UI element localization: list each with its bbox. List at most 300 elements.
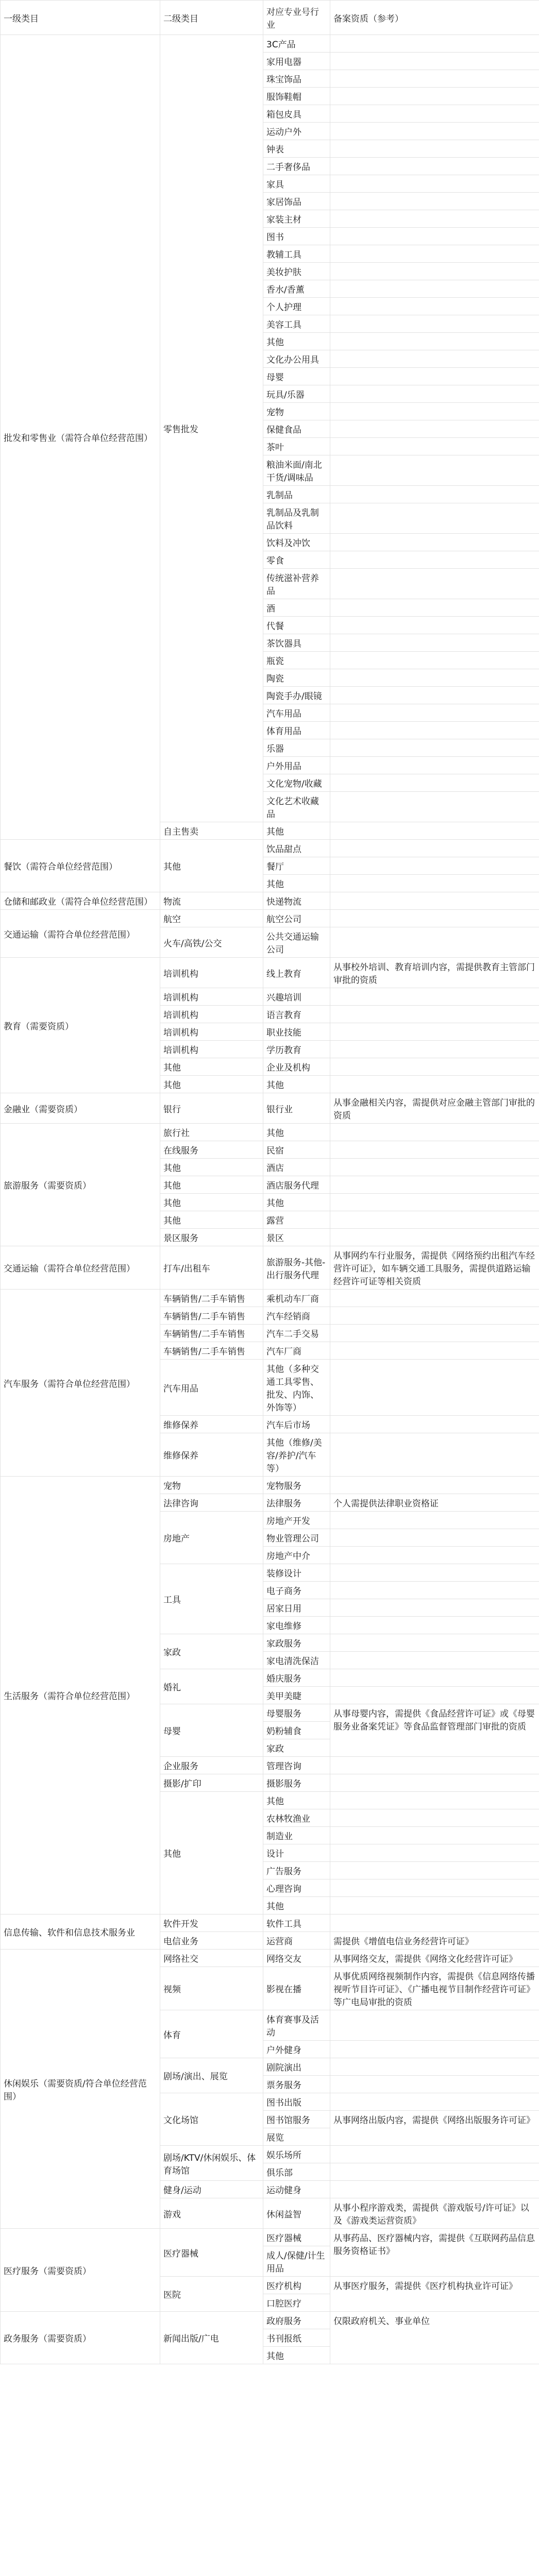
qualification-cell: [330, 1076, 539, 1093]
industry-cell: 乐器: [263, 739, 330, 757]
qualification-cell: [330, 1634, 539, 1652]
l2-category-cell: 银行: [160, 1093, 263, 1124]
qualification-cell: [330, 298, 539, 315]
industry-cell: 其他（多种交通工具零售、批发、内饰、外饰等）: [263, 1360, 330, 1416]
l1-category-cell: 汽车服务（需符合单位经营范围）: [1, 1290, 160, 1477]
industry-cell: 汽车后市场: [263, 1416, 330, 1433]
industry-cell: 其他（维修/美容/养护/汽车等）: [263, 1433, 330, 1477]
qualification-cell: [330, 1844, 539, 1862]
qualification-cell: [330, 2093, 539, 2111]
industry-cell: 图书馆服务: [263, 2111, 330, 2128]
l2-category-cell: 法律咨询: [160, 1494, 263, 1512]
industry-cell: 心理咨询: [263, 1879, 330, 1897]
l2-category-cell: 企业服务: [160, 1757, 263, 1774]
l2-category-cell: 其他: [160, 1792, 263, 1914]
l2-category-cell: 零售批发: [160, 35, 263, 822]
l2-category-cell: 物流: [160, 892, 263, 910]
industry-cell: 汽车厂商: [263, 1342, 330, 1360]
industry-cell: 茶饮器具: [263, 634, 330, 652]
l2-category-cell: 旅行社: [160, 1124, 263, 1141]
industry-cell: 银行业: [263, 1093, 330, 1124]
qualification-cell: [330, 35, 539, 53]
qualification-cell: [330, 1582, 539, 1599]
industry-cell: 运营商: [263, 1932, 330, 1950]
industry-cell: 其他: [263, 1792, 330, 1809]
qualification-cell: [330, 792, 539, 822]
l2-category-cell: 电信业务: [160, 1932, 263, 1950]
table-row: [1, 1093, 539, 1124]
l2-category-cell: 在线服务: [160, 1141, 263, 1159]
industry-cell: 兴趣培训: [263, 988, 330, 1006]
qualification-cell: [330, 175, 539, 193]
industry-cell: 装修设计: [263, 1564, 330, 1582]
qualification-cell: [330, 1827, 539, 1844]
l2-category-cell: 其他: [160, 1194, 263, 1211]
industry-cell: 宠物服务: [263, 1477, 330, 1494]
industry-cell: 制造业: [263, 1827, 330, 1844]
industry-cell: 成人/保健/计生用品: [263, 2246, 330, 2277]
industry-cell: 粮油米面/南北干货/调味品: [263, 455, 330, 486]
qualification-cell: [330, 687, 539, 704]
l1-category-cell: 金融业（需要资质）: [1, 1093, 160, 1124]
qualification-cell: [330, 2010, 539, 2041]
qualification-cell: [330, 1307, 539, 1325]
industry-cell: 家电维修: [263, 1617, 330, 1634]
qualification-cell: [330, 1809, 539, 1827]
industry-cell: 瓶瓷: [263, 652, 330, 669]
l1-category-cell: 政务服务（需要资质）: [1, 2312, 160, 2364]
l2-category-cell: 剧场/KTV/休闲娱乐、体育场馆: [160, 2146, 263, 2181]
industry-cell: 体育用品: [263, 722, 330, 739]
qualification-cell: [330, 210, 539, 228]
qualification-cell: [330, 988, 539, 1006]
qualification-cell: [330, 1211, 539, 1229]
industry-cell: 航空公司: [263, 910, 330, 927]
industry-cell: 文化艺术收藏品: [263, 792, 330, 822]
qualification-cell: [330, 1023, 539, 1041]
qualification-cell: [330, 1006, 539, 1023]
table-row: [1, 1290, 539, 1307]
qualification-cell: 从事药品、医疗器械内容，需提供《互联网药品信息服务资格证书》: [330, 2229, 539, 2277]
qualification-cell: [330, 1176, 539, 1194]
qualification-cell: [330, 1687, 539, 1704]
industry-cell: 其他: [263, 822, 330, 840]
qualification-cell: [330, 1124, 539, 1141]
qualification-cell: [330, 1792, 539, 1809]
industry-cell: 户外健身: [263, 2041, 330, 2058]
qualification-cell: [330, 857, 539, 875]
industry-cell: 餐厅: [263, 857, 330, 875]
qualification-cell: 从事校外培训、教育培训内容，需提供教育主管部门审批的资质: [330, 958, 539, 988]
qualification-cell: [330, 551, 539, 569]
industry-cell: 文化办公用具: [263, 350, 330, 368]
qualification-cell: [330, 910, 539, 927]
qualification-cell: [330, 1416, 539, 1433]
qualification-cell: [330, 1058, 539, 1076]
l2-category-cell: 家政: [160, 1634, 263, 1669]
industry-cell: 软件工具: [263, 1914, 330, 1932]
qualification-cell: [330, 927, 539, 958]
industry-cell: 票务服务: [263, 2076, 330, 2093]
industry-cell: 陶瓷: [263, 669, 330, 687]
qualification-cell: [330, 1547, 539, 1564]
l2-category-cell: 维修保养: [160, 1416, 263, 1433]
l1-category-cell: 餐饮（需符合单位经营范围）: [1, 840, 160, 892]
qualification-cell: [330, 2076, 539, 2093]
l2-category-cell: 培训机构: [160, 988, 263, 1006]
l2-category-cell: 房地产: [160, 1512, 263, 1564]
industry-cell: 乳制品及乳制品饮料: [263, 503, 330, 534]
table-row: [1, 1950, 539, 1967]
industry-cell: 职业技能: [263, 1023, 330, 1041]
qualification-cell: [330, 1599, 539, 1617]
header-l1: 一级类目: [1, 1, 160, 35]
l2-category-cell: 其他: [160, 1211, 263, 1229]
l2-category-cell: 文化场馆: [160, 2093, 263, 2146]
l2-category-cell: 车辆销售/二手车销售: [160, 1325, 263, 1342]
industry-cell: 休闲益智: [263, 2198, 330, 2229]
qualification-cell: 从事网络交友，需提供《网络文化经营许可证》: [330, 1950, 539, 1967]
qualification-cell: [330, 315, 539, 333]
qualification-cell: [330, 263, 539, 280]
industry-cell: 汽车经销商: [263, 1307, 330, 1325]
l2-category-cell: 火车/高铁/公交: [160, 927, 263, 958]
industry-cell: 美甲美睫: [263, 1687, 330, 1704]
table-row: [1, 2312, 539, 2329]
industry-cell: 展览: [263, 2128, 330, 2146]
industry-cell: 户外用品: [263, 757, 330, 774]
industry-cell: 电子商务: [263, 1582, 330, 1599]
industry-cell: 其他: [263, 1194, 330, 1211]
industry-cell: 体育赛事及活动: [263, 2010, 330, 2041]
table-row: [1, 892, 539, 910]
l2-category-cell: 医疗器械: [160, 2229, 263, 2277]
industry-cell: 广告服务: [263, 1862, 330, 1879]
industry-cell: 居家日用: [263, 1599, 330, 1617]
industry-cell: 饮料及冲饮: [263, 534, 330, 551]
qualification-cell: [330, 1529, 539, 1547]
qualification-cell: [330, 617, 539, 634]
table-header-row: [1, 1, 539, 35]
industry-cell: 家电清洗保洁: [263, 1652, 330, 1669]
qualification-cell: [330, 140, 539, 158]
l2-category-cell: 视频: [160, 1967, 263, 2010]
qualification-cell: [330, 1757, 539, 1774]
qualification-cell: 从事网络出版内容，需提供《网络出版服务许可证》: [330, 2111, 539, 2146]
industry-cell: 学历教育: [263, 1041, 330, 1058]
l2-category-cell: 培训机构: [160, 958, 263, 988]
industry-cell: 医疗器械: [263, 2229, 330, 2246]
industry-cell: 传统滋补营养品: [263, 569, 330, 599]
industry-cell: 教辅工具: [263, 245, 330, 263]
industry-cell: 口腔医疗: [263, 2294, 330, 2312]
qualification-cell: [330, 569, 539, 599]
table-body: [1, 35, 539, 2364]
qualification-cell: 从事医疗服务，需提供《医疗机构执业许可证》: [330, 2277, 539, 2312]
industry-cell: 珠宝饰品: [263, 70, 330, 88]
industry-cell: 家装主材: [263, 210, 330, 228]
qualification-cell: [330, 704, 539, 722]
l2-category-cell: 游戏: [160, 2198, 263, 2229]
qualification-cell: [330, 333, 539, 350]
industry-cell: 饮品甜点: [263, 840, 330, 857]
industry-cell: 线上教育: [263, 958, 330, 988]
qualification-cell: [330, 652, 539, 669]
table-row: [1, 1124, 539, 1141]
qualification-cell: [330, 123, 539, 140]
qualification-cell: [330, 739, 539, 757]
industry-cell: 其他: [263, 1124, 330, 1141]
industry-cell: 农林牧渔业: [263, 1809, 330, 1827]
qualification-cell: 从事母婴内容，需提供《食品经营许可证》或《母婴服务业备案凭证》等食品监督管理部门审批的资质: [330, 1704, 539, 1757]
industry-cell: 剧院演出: [263, 2058, 330, 2076]
industry-cell: 运动健身: [263, 2181, 330, 2198]
table-row: [1, 35, 539, 53]
industry-cell: 图书出版: [263, 2093, 330, 2111]
qualification-cell: [330, 1617, 539, 1634]
industry-cell: 法律服务: [263, 1494, 330, 1512]
qualification-cell: [330, 503, 539, 534]
l2-category-cell: 车辆销售/二手车销售: [160, 1307, 263, 1325]
l2-category-cell: 母婴: [160, 1704, 263, 1757]
industry-cell: 家政: [263, 1739, 330, 1757]
l2-category-cell: 软件开发: [160, 1914, 263, 1932]
table-row: [1, 1477, 539, 1494]
industry-cell: 汽车二手交易: [263, 1325, 330, 1342]
industry-cell: 保健食品: [263, 420, 330, 438]
qualification-cell: [330, 1774, 539, 1792]
industry-cell: 网络交友: [263, 1950, 330, 1967]
l2-category-cell: 自主售卖: [160, 822, 263, 840]
qualification-cell: [330, 1564, 539, 1582]
qualification-cell: [330, 822, 539, 840]
qualification-cell: [330, 774, 539, 792]
qualification-cell: [330, 1879, 539, 1897]
header-qualification: 备案资质（参考）: [330, 1, 539, 35]
industry-cell: 其他: [263, 875, 330, 892]
table-row: [1, 910, 539, 927]
industry-cell: 旅游服务-其他-出行服务代理: [263, 1246, 330, 1290]
industry-cell: 家具: [263, 175, 330, 193]
qualification-cell: [330, 1897, 539, 1914]
qualification-cell: [330, 53, 539, 70]
l2-category-cell: 培训机构: [160, 1006, 263, 1023]
qualification-cell: [330, 438, 539, 455]
qualification-cell: 从事网约车行业服务，需提供《网络预约出租汽车经营许可证》，如车辆交通工具服务，需提供道路运输经营许可证等相关资质: [330, 1246, 539, 1290]
qualification-cell: 个人需提供法律职业资格证: [330, 1494, 539, 1512]
l2-category-cell: 维修保养: [160, 1433, 263, 1477]
industry-cell: 酒店服务代理: [263, 1176, 330, 1194]
qualification-cell: [330, 403, 539, 420]
l2-category-cell: 培训机构: [160, 1041, 263, 1058]
qualification-cell: [330, 1669, 539, 1687]
qualification-cell: 仅限政府机关、事业单位: [330, 2312, 539, 2364]
industry-cell: 房地产开发: [263, 1512, 330, 1529]
qualification-cell: 从事小程序游戏类，需提供《游戏版号/许可证》以及《游戏类运营资质》: [330, 2198, 539, 2229]
industry-cell: 图书: [263, 228, 330, 245]
table-row: [1, 2229, 539, 2246]
l2-category-cell: 健身/运动: [160, 2181, 263, 2198]
qualification-cell: 从事金融相关内容，需提供对应金融主管部门审批的资质: [330, 1093, 539, 1124]
qualification-cell: [330, 722, 539, 739]
l2-category-cell: 医院: [160, 2277, 263, 2312]
qualification-cell: [330, 228, 539, 245]
qualification-cell: [330, 634, 539, 652]
table-row: [1, 840, 539, 857]
qualification-cell: [330, 455, 539, 486]
qualification-cell: [330, 1360, 539, 1416]
industry-cell: 房地产中介: [263, 1547, 330, 1564]
industry-cell: 语言教育: [263, 1006, 330, 1023]
l2-category-cell: 新闻出版/广电: [160, 2312, 263, 2364]
qualification-cell: [330, 757, 539, 774]
l1-category-cell: 信息传输、软件和信息技术服务业: [1, 1914, 160, 1950]
l2-category-cell: 其他: [160, 840, 263, 892]
l2-category-cell: 工具: [160, 1564, 263, 1634]
qualification-cell: [330, 280, 539, 298]
industry-cell: 婚庆服务: [263, 1669, 330, 1687]
l2-category-cell: 摄影/扩印: [160, 1774, 263, 1792]
industry-cell: 快递物流: [263, 892, 330, 910]
industry-cell: 管理咨询: [263, 1757, 330, 1774]
industry-cell: 家居饰品: [263, 193, 330, 210]
industry-cell: 陶瓷手办/眼镜: [263, 687, 330, 704]
industry-cell: 文化宠物/收藏: [263, 774, 330, 792]
industry-cell: 俱乐部: [263, 2163, 330, 2181]
qualification-cell: [330, 1512, 539, 1529]
qualification-cell: [330, 1159, 539, 1176]
qualification-cell: [330, 2181, 539, 2198]
l2-category-cell: 体育: [160, 2010, 263, 2058]
l2-category-cell: 其他: [160, 1159, 263, 1176]
industry-cell: 政府服务: [263, 2312, 330, 2329]
industry-cell: 景区: [263, 1229, 330, 1246]
qualification-cell: [330, 1652, 539, 1669]
qualification-cell: 从事优质网络视频制作内容，需提供《信息网络传播视听节目许可证》、《广播电视节目制作经营许可证》等广电局审批的资质: [330, 1967, 539, 2010]
qualification-cell: [330, 669, 539, 687]
qualification-cell: [330, 420, 539, 438]
industry-cell: 酒店: [263, 1159, 330, 1176]
qualification-cell: [330, 1325, 539, 1342]
qualification-cell: [330, 1914, 539, 1932]
l2-category-cell: 打车/出租车: [160, 1246, 263, 1290]
industry-cell: 美容工具: [263, 315, 330, 333]
industry-cell: 其他: [263, 2347, 330, 2364]
industry-cell: 个人护理: [263, 298, 330, 315]
industry-cell: 影视在播: [263, 1967, 330, 2010]
industry-cell: 医疗机构: [263, 2277, 330, 2294]
l1-category-cell: 休闲娱乐（需要资质/符合单位经营范围）: [1, 1950, 160, 2229]
l2-category-cell: 培训机构: [160, 1023, 263, 1041]
qualification-cell: [330, 105, 539, 123]
industry-cell: 物业管理公司: [263, 1529, 330, 1547]
industry-cell: 民宿: [263, 1141, 330, 1159]
industry-cell: 钟表: [263, 140, 330, 158]
l2-category-cell: 景区服务: [160, 1229, 263, 1246]
l1-category-cell: 交通运输（需符合单位经营范围）: [1, 1246, 160, 1290]
qualification-cell: [330, 1433, 539, 1477]
l2-category-cell: 汽车用品: [160, 1360, 263, 1416]
qualification-cell: [330, 2058, 539, 2076]
table-row: [1, 1914, 539, 1932]
qualification-cell: [330, 245, 539, 263]
industry-cell: 其他: [263, 333, 330, 350]
qualification-cell: [330, 1862, 539, 1879]
industry-cell: 茶叶: [263, 438, 330, 455]
qualification-cell: [330, 2146, 539, 2163]
header-industry: 对应专业号行业: [263, 1, 330, 35]
industry-cell: 家政服务: [263, 1634, 330, 1652]
industry-cell: 乘机动车厂商: [263, 1290, 330, 1307]
l2-category-cell: 其他: [160, 1058, 263, 1076]
l1-category-cell: 交通运输（需符合单位经营范围）: [1, 910, 160, 958]
l2-category-cell: 车辆销售/二手车销售: [160, 1342, 263, 1360]
industry-cell: 3C产品: [263, 35, 330, 53]
industry-cell: 玩具/乐器: [263, 385, 330, 403]
qualification-cell: [330, 2163, 539, 2181]
qualification-cell: [330, 1342, 539, 1360]
qualification-cell: 需提供《增值电信业务经营许可证》: [330, 1932, 539, 1950]
industry-cell: 公共交通运输公司: [263, 927, 330, 958]
qualification-cell: [330, 88, 539, 105]
l1-category-cell: 医疗服务（需要资质）: [1, 2229, 160, 2312]
l1-category-cell: 批发和零售业（需符合单位经营范围）: [1, 35, 160, 840]
qualification-cell: [330, 70, 539, 88]
qualification-cell: [330, 534, 539, 551]
l2-category-cell: 车辆销售/二手车销售: [160, 1290, 263, 1307]
l2-category-cell: 其他: [160, 1176, 263, 1194]
qualification-cell: [330, 350, 539, 368]
industry-cell: 奶粉辅食: [263, 1722, 330, 1739]
qualification-cell: [330, 892, 539, 910]
qualification-cell: [330, 599, 539, 617]
industry-cell: 宠物: [263, 403, 330, 420]
industry-cell: 服饰鞋帽: [263, 88, 330, 105]
qualification-cell: [330, 840, 539, 857]
l2-category-cell: 剧场/演出、展览: [160, 2058, 263, 2093]
industry-cell: 美妆护肤: [263, 263, 330, 280]
industry-cell: 娱乐场所: [263, 2146, 330, 2163]
l1-category-cell: 教育（需要资质）: [1, 958, 160, 1093]
industry-cell: 汽车用品: [263, 704, 330, 722]
industry-cell: 设计: [263, 1844, 330, 1862]
header-l2: 二级类目: [160, 1, 263, 35]
industry-cell: 其他: [263, 1076, 330, 1093]
l1-category-cell: 仓储和邮政业（需符合单位经营范围）: [1, 892, 160, 910]
qualification-cell: [330, 2041, 539, 2058]
qualification-cell: [330, 1041, 539, 1058]
industry-cell: 代餐: [263, 617, 330, 634]
qualification-cell: [330, 158, 539, 175]
industry-cell: 母婴服务: [263, 1704, 330, 1722]
qualification-cell: [330, 1194, 539, 1211]
qualification-cell: [330, 1141, 539, 1159]
qualification-cell: [330, 1229, 539, 1246]
qualification-cell: [330, 368, 539, 385]
industry-cell: 香水/香薰: [263, 280, 330, 298]
qualification-cell: [330, 193, 539, 210]
industry-cell: 书刊报纸: [263, 2329, 330, 2347]
qualification-cell: [330, 875, 539, 892]
qualification-cell: [330, 1477, 539, 1494]
industry-cell: 乳制品: [263, 486, 330, 503]
l2-category-cell: 航空: [160, 910, 263, 927]
l1-category-cell: 旅游服务（需要资质）: [1, 1124, 160, 1246]
industry-cell: 企业及机构: [263, 1058, 330, 1076]
l2-category-cell: 婚礼: [160, 1669, 263, 1704]
industry-cell: 箱包皮具: [263, 105, 330, 123]
l2-category-cell: 宠物: [160, 1477, 263, 1494]
